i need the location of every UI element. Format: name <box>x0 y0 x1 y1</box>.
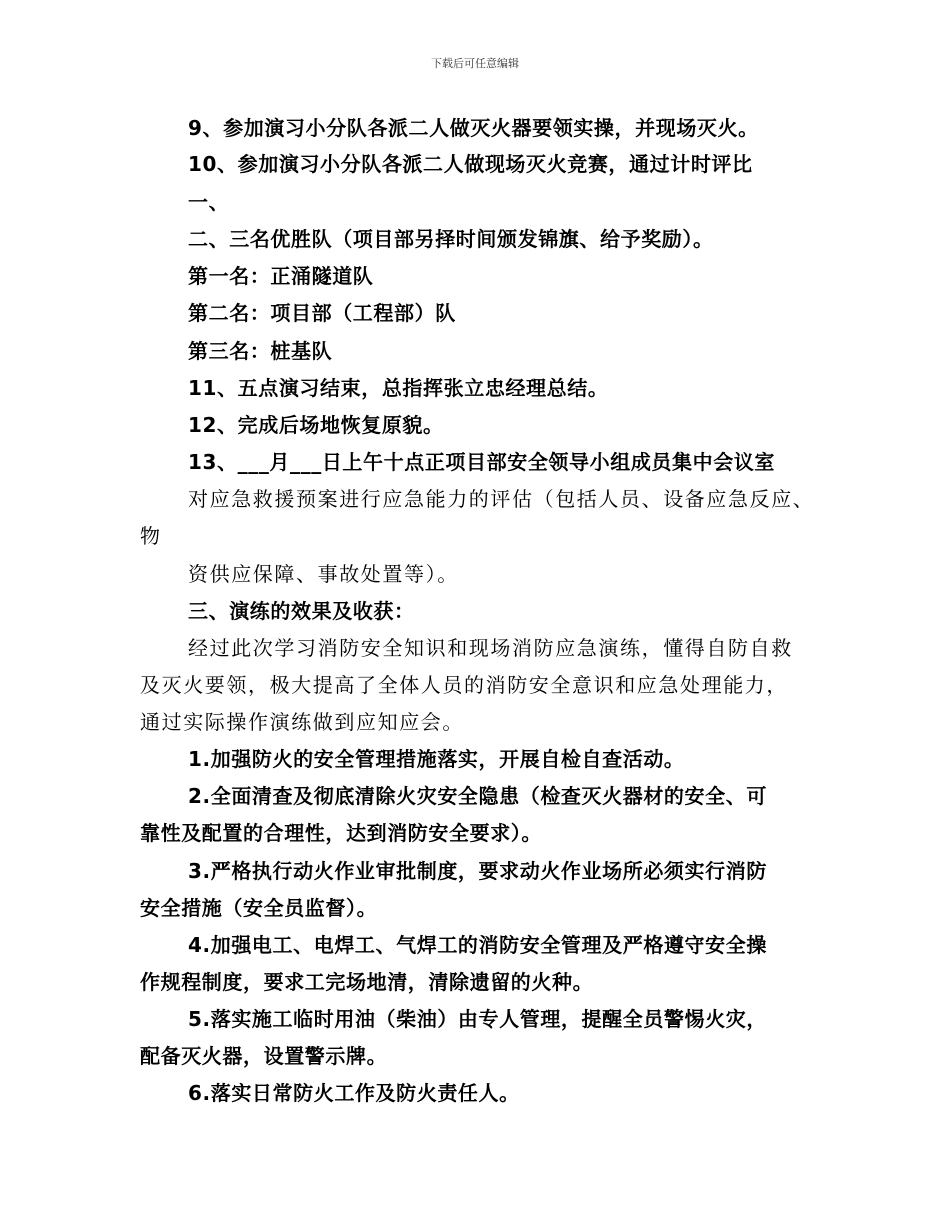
text-line: 10、参加演习小分队各派二人做现场灭火竞赛，通过计时评比 <box>188 152 753 176</box>
text-line: 13、___月___日上午十点正项目部安全领导小组成员集中会议室 <box>188 450 776 474</box>
text-line: 物 <box>140 524 162 548</box>
text-line: 9、参加演习小分队各派二人做灭火器要领实操，并现场灭火。 <box>188 116 759 140</box>
page-header-caption: 下载后可任意编辑 <box>431 57 519 70</box>
list-item-continuation: 配备灭火器，设置警示牌。 <box>140 1044 388 1068</box>
list-item: 4.加强电工、电焊工、气焊工的消防安全管理及严格遵守安全操 <box>188 933 767 957</box>
text-line: 资供应保障、事故处置等）。 <box>188 562 459 586</box>
text-line: 及灭火要领，极大提高了全体人员的消防安全意识和应急处理能力， <box>140 673 788 697</box>
text-line: 12、完成后场地恢复原貌。 <box>188 413 444 437</box>
list-item-continuation: 靠性及配置的合理性，达到消防安全要求）。 <box>140 821 542 845</box>
list-item-continuation: 安全措施（安全员监督）。 <box>140 896 378 920</box>
text-line: 二、三名优胜队（项目部另择时间颁发锦旗、给予奖励）。 <box>188 227 714 251</box>
text-line: 第一名：正涌隧道队 <box>188 264 374 288</box>
list-item: 1.加强防火的安全管理措施落实，开展自检自查活动。 <box>188 747 685 771</box>
list-item: 5.落实施工临时用油（柴油）由专人管理，提醒全员警惕火灾， <box>188 1007 767 1031</box>
list-item-continuation: 作规程制度，要求工完场地清，清除遗留的火种。 <box>140 970 594 994</box>
text-line: 11、五点演习结束，总指挥张立忠经理总结。 <box>188 376 609 400</box>
section-heading: 三、演练的效果及收获： <box>188 599 415 623</box>
list-item: 3.严格执行动火作业审批制度，要求动火作业场所必须实行消防 <box>188 859 767 883</box>
text-line: 经过此次学习消防安全知识和现场消防应急演练，懂得自防自救 <box>188 636 793 660</box>
text-line: 第二名：项目部（工程部）队 <box>188 301 456 325</box>
text-line: 通过实际操作演练做到应知应会。 <box>140 710 464 734</box>
text-line: 一、 <box>188 190 230 214</box>
text-line: 第三名：桩基队 <box>188 339 333 363</box>
text-line: 对应急救援预案进行应急能力的评估（包括人员、设备应急反应、 <box>188 487 815 511</box>
list-item: 6.落实日常防火工作及防火责任人。 <box>188 1081 520 1105</box>
list-item: 2.全面清查及彻底清除火灾安全隐患（检查灭火器材的安全、可 <box>188 784 767 808</box>
